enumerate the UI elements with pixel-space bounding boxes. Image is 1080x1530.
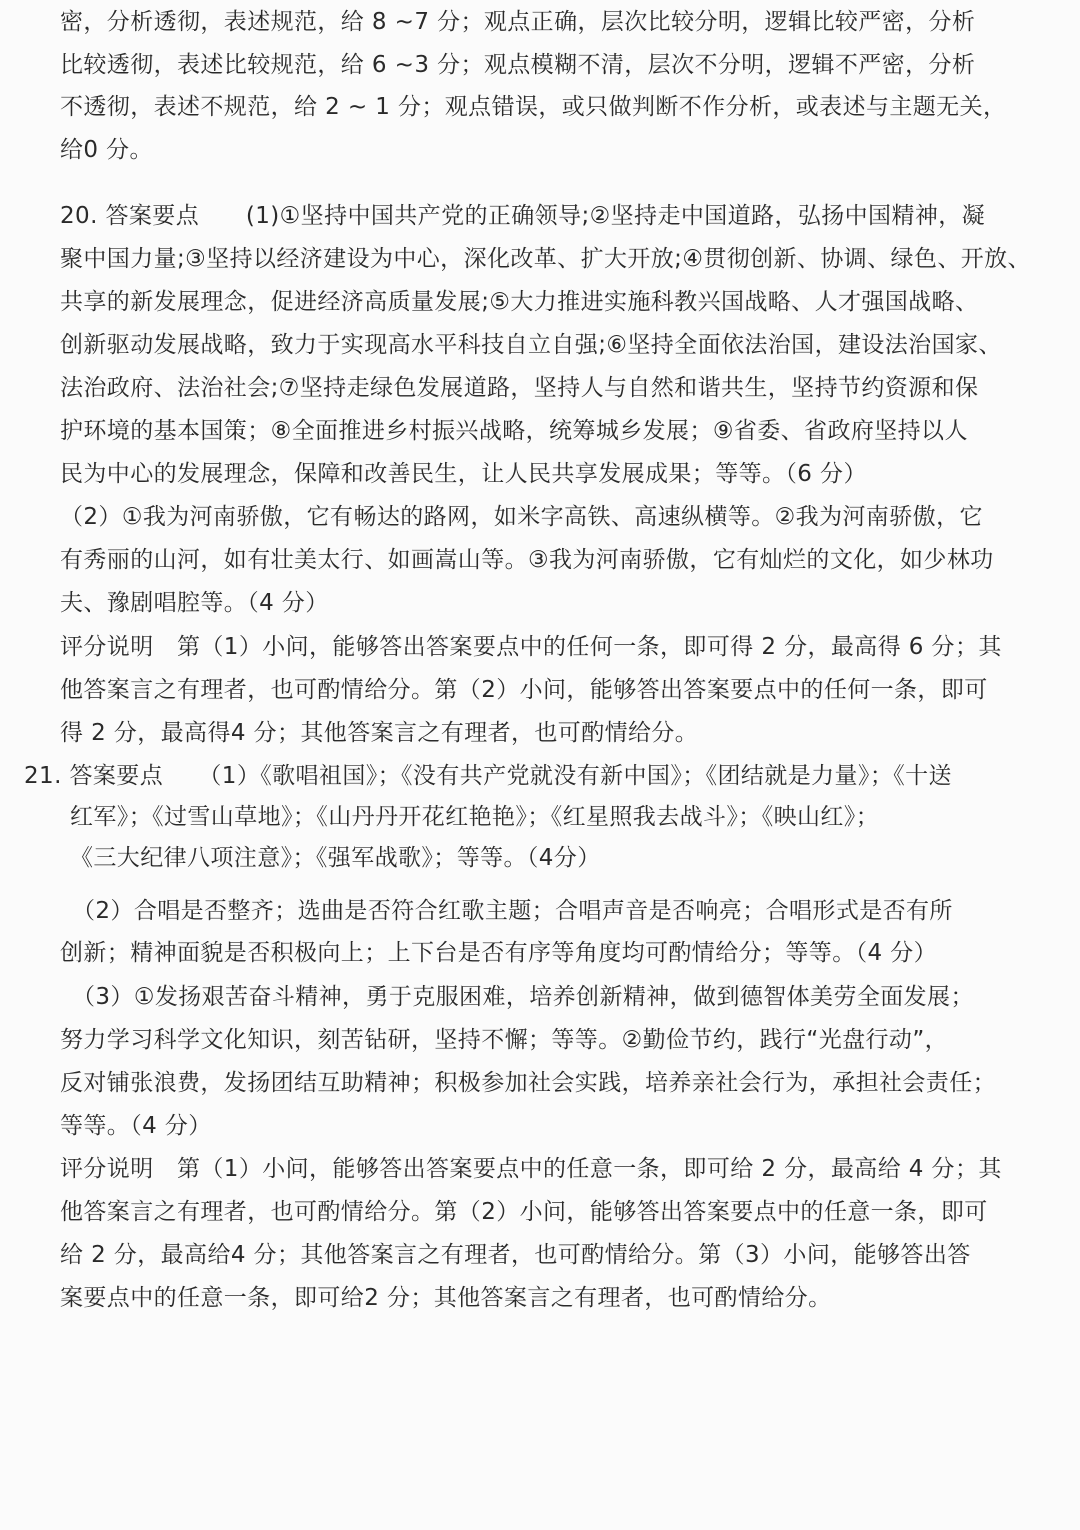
text-line: 他答案言之有理者，也可酌情给分。第（2）小问，能够答出答案要点中的任何一条，即可: [60, 677, 988, 703]
text-line: 密，分析透彻，表述规范，给 8 ~7 分；观点正确，层次比较分明，逻辑比较严密，分析: [60, 9, 976, 35]
answer-20-heading-line: 20. 答案要点 (1)①坚持中国共产党的正确领导;②坚持走中国道路，弘扬中国精神，凝: [60, 203, 986, 229]
scoring-note-line: 评分说明 第（1）小问，能够答出答案要点中的任何一条，即可得 2 分，最高得 6 分；其: [60, 634, 1002, 660]
text-line: 案要点中的任意一条，即可给2 分；其他答案言之有理者，也可酌情给分。: [60, 1285, 832, 1311]
scoring-note-line: 评分说明 第（1）小问，能够答出答案要点中的任意一条，即可给 2 分，最高给 4 分；其: [60, 1156, 1002, 1182]
text-line: 民为中心的发展理念，保障和改善民生，让人民共享发展成果；等等。（6 分）: [60, 461, 867, 487]
text-line: 努力学习科学文化知识，刻苦钻研，坚持不懈；等等。②勤俭节约，践行“光盘行动”，: [60, 1027, 949, 1053]
text-line: 创新；精神面貌是否积极向上；上下台是否有序等角度均可酌情给分；等等。（4 分）: [60, 940, 938, 966]
text-line: 夫、豫剧唱腔等。（4 分）: [60, 590, 329, 616]
text-line: 得 2 分，最高得4 分；其他答案言之有理者，也可酌情给分。: [60, 720, 699, 746]
text-line: 反对铺张浪费，发扬团结互助精神；积极参加社会实践，培养亲社会行为，承担社会责任；: [60, 1070, 996, 1096]
text-line: 比较透彻，表述比较规范，给 6 ~3 分；观点模糊不清，层次不分明，逻辑不严密，分析: [60, 52, 976, 78]
text-line: 红军》；《过雪山草地》；《山丹丹开花红艳艳》；《红星照我去战斗》；《映山红》；: [70, 804, 880, 830]
text-line: （3）①发扬艰苦奋斗精神，勇于克服困难，培养创新精神，做到德智体美劳全面发展；: [72, 984, 974, 1010]
text-line: 有秀丽的山河，如有壮美太行、如画嵩山等。③我为河南骄傲，它有灿烂的文化，如少林功: [60, 547, 994, 573]
text-line: 他答案言之有理者，也可酌情给分。第（2）小问，能够答出答案要点中的任意一条，即可: [60, 1199, 988, 1225]
text-line: 给0 分。: [60, 137, 153, 163]
text-line: （2）合唱是否整齐；选曲是否符合红歌主题；合唱声音是否响亮；合唱形式是否有所: [72, 898, 953, 924]
text-line: 护环境的基本国策；⑧全面推进乡村振兴战略，统筹城乡发展；⑨省委、省政府坚持以人: [60, 418, 968, 444]
text-line: 不透彻，表述不规范，给 2 ~ 1 分；观点错误，或只做判断不作分析，或表述与主题无关，: [60, 94, 1007, 120]
text-line: 聚中国力量;③坚持以经济建设为中心，深化改革、扩大开放;④贯彻创新、协调、绿色、开放、: [60, 246, 1031, 272]
answer-21-heading-line: 21. 答案要点 （1）《歌唱祖国》；《没有共产党就没有新中国》；《团结就是力量》；《十送: [24, 763, 952, 789]
text-line: （2）①我为河南骄傲，它有畅达的路网，如米字高铁、高速纵横等。②我为河南骄傲，它: [60, 504, 983, 530]
text-line: 《三大纪律八项注意》；《强军战歌》；等等。（4分）: [70, 845, 601, 871]
text-line: 共享的新发展理念，促进经济高质量发展;⑤大力推进实施科教兴国战略、人才强国战略、: [60, 289, 979, 315]
text-line: 创新驱动发展战略，致力于实现高水平科技自立自强;⑥坚持全面依法治国，建设法治国家、: [60, 332, 1002, 358]
text-line: 等等。（4 分）: [60, 1113, 212, 1139]
text-line: 给 2 分，最高给4 分；其他答案言之有理者，也可酌情给分。第（3）小问，能够答出答: [60, 1242, 971, 1268]
text-line: 法治政府、法治社会;⑦坚持走绿色发展道路，坚持人与自然和谐共生，坚持节约资源和保: [60, 375, 979, 401]
